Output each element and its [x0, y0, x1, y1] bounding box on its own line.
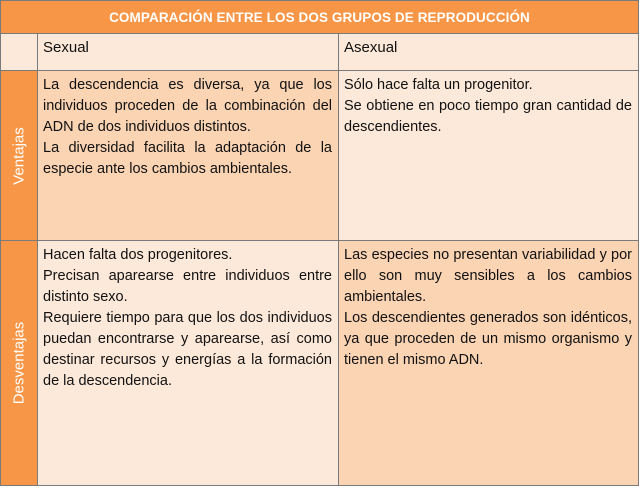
paragraph: Los descendientes generados son idénticos, ya que proceden de un mismo organismo y tienen el mismo ADN. [344, 310, 632, 368]
paragraph: La diversidad facilita la adaptación de la especie ante los cambios ambientales. [43, 140, 332, 177]
paragraph: La descendencia es diversa, ya que los individuos proceden de la combinación del ADN de dos individuos distintos. [43, 77, 332, 135]
column-header-asexual [339, 34, 639, 71]
paragraph: Requiere tiempo para que los dos individuos puedan encontrarse y aparearse, así como destinar recursos y energías a la formación de la descendencia. [43, 310, 332, 389]
cell-desventajas-asexual [339, 241, 639, 486]
cell-desventajas-sexual [38, 241, 339, 486]
paragraph: Se obtiene en poco tiempo gran cantidad de descendientes. [344, 98, 632, 135]
table-row-desventajas [1, 241, 639, 486]
row-label-desventajas-text: Desventajas [10, 321, 28, 405]
paragraph: Sólo hace falta un progenitor. [344, 77, 533, 93]
row-label-desventajas [1, 241, 38, 486]
row-label-ventajas [1, 71, 38, 241]
column-header-sexual [38, 34, 339, 71]
row-label-ventajas-text: Ventajas [10, 126, 28, 185]
paragraph: Las especies no presentan variabilidad y por ello son muy sensibles a los cambios ambientales. [344, 247, 632, 305]
column-header-asexual-label: Asexual [344, 39, 398, 56]
cell-ventajas-asexual [339, 71, 639, 241]
cell-ventajas-sexual [38, 71, 339, 241]
corner-cell [1, 34, 38, 71]
paragraph: Precisan aparearse entre individuos entre distinto sexo. [43, 268, 332, 305]
table-title: COMPARACIÓN ENTRE LOS DOS GRUPOS DE REPRODUCCIÓN [1, 1, 639, 34]
paragraph: Hacen falta dos progenitores. [43, 247, 233, 263]
table-row-ventajas [1, 71, 639, 241]
column-header-sexual-label: Sexual [43, 39, 89, 56]
